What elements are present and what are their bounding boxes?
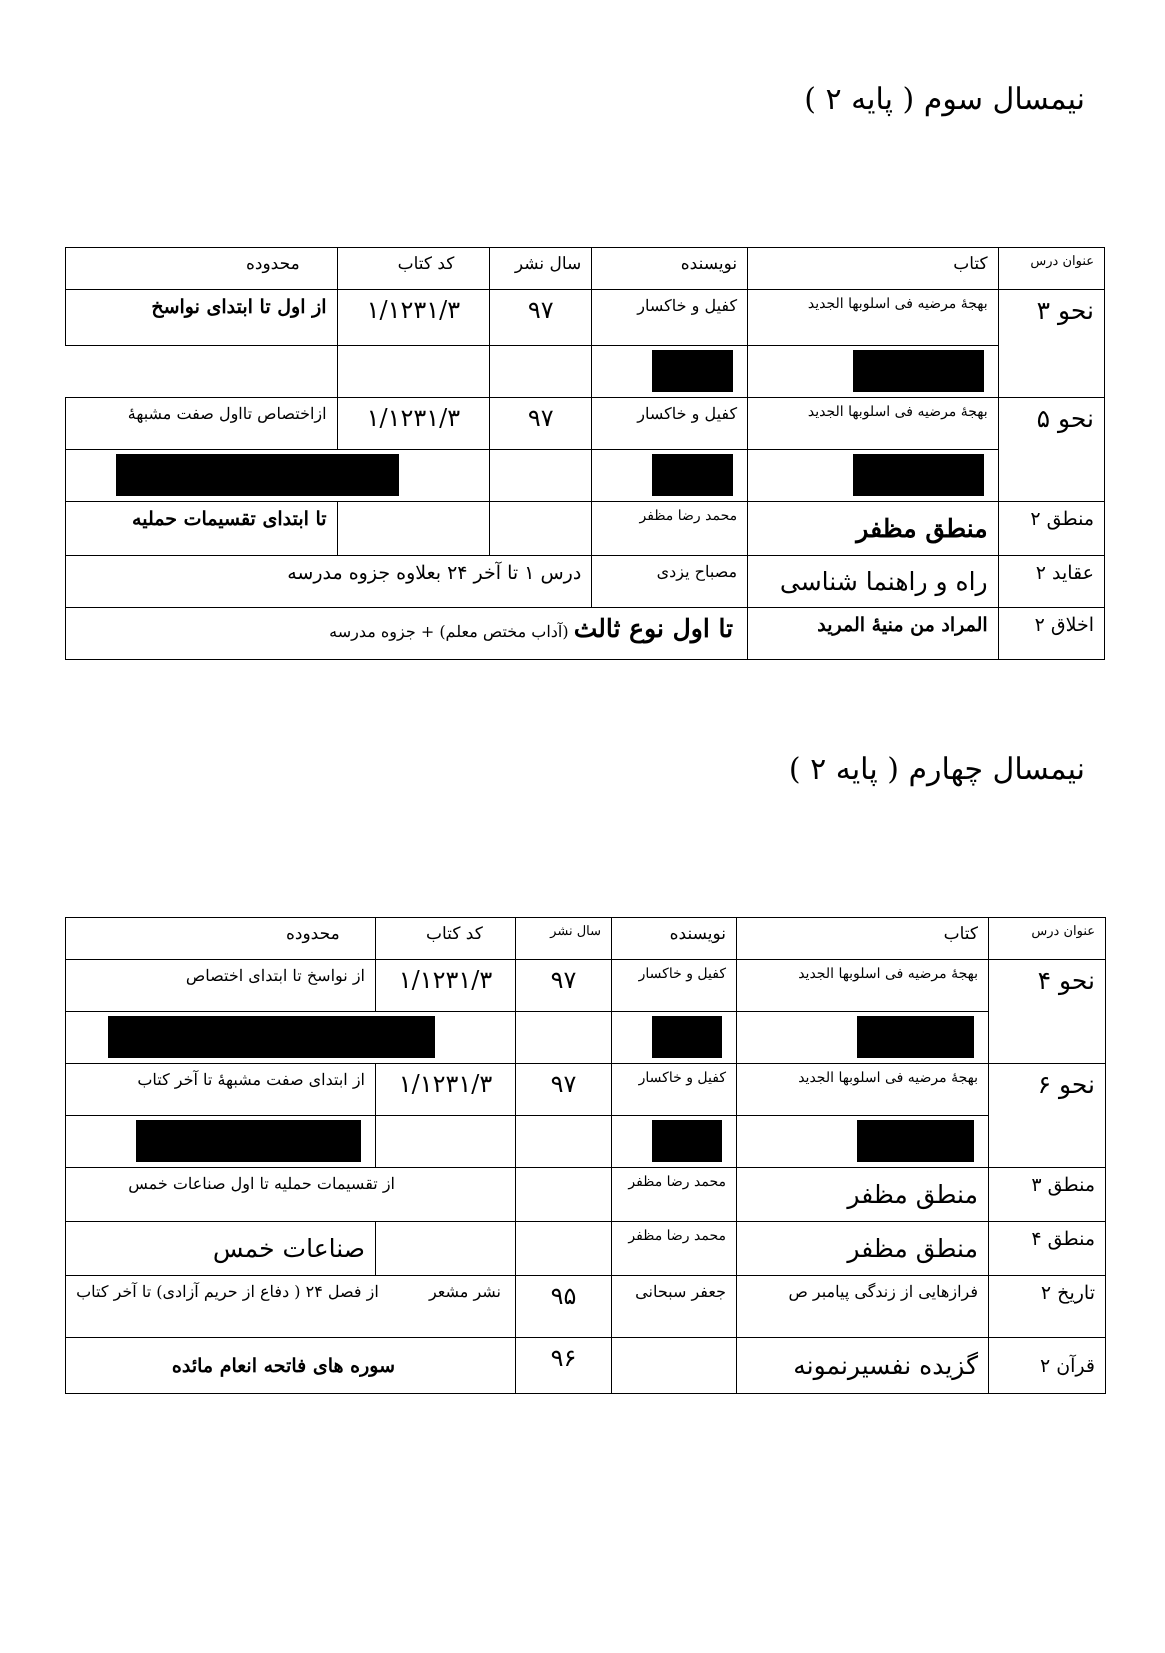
table-row bbox=[66, 1338, 1106, 1394]
range-cell: سوره های فاتحه انعام مائده bbox=[66, 1338, 516, 1394]
author-cell: کفیل و خاکسار bbox=[612, 960, 737, 1012]
redacted-cell bbox=[66, 1012, 516, 1064]
year-cell: ۹۷ bbox=[516, 1064, 612, 1116]
author-cell: مصباح یزدی bbox=[592, 556, 748, 608]
publisher-label: نشر مشعر bbox=[428, 1282, 501, 1301]
subject-cell: تاریخ ۲ bbox=[989, 1276, 1106, 1338]
subject-cell: نحو ۴ bbox=[989, 960, 1106, 1064]
book-cell: منطق مظفر bbox=[737, 1222, 989, 1276]
range-cell: از ابتدای صفت مشبهۀ تا آخر کتاب bbox=[66, 1064, 376, 1116]
empty-cell bbox=[337, 346, 490, 398]
range-cell: از نواسخ تا ابتدای اختصاص bbox=[66, 960, 376, 1012]
range-main: تا اول نوع ثالث bbox=[573, 614, 734, 643]
book-cell: فرازهایی از زندگی پیامبر ص bbox=[737, 1276, 989, 1338]
empty-cell bbox=[376, 1222, 516, 1276]
header-code: کد کتاب bbox=[337, 248, 490, 290]
table-row bbox=[66, 1064, 1106, 1116]
book-cell: بهجۀ مرضیه فی اسلوبها الجدید bbox=[737, 960, 989, 1012]
subject-cell: نحو ۳ bbox=[998, 290, 1104, 398]
empty-cell bbox=[376, 1116, 516, 1168]
table-row bbox=[66, 398, 1105, 450]
subject-cell: نحو ۶ bbox=[989, 1064, 1106, 1168]
range-cell: از اول تا ابتدای نواسخ bbox=[66, 290, 338, 346]
range-cell: از تقسیمات حملیه تا اول صناعات خمس bbox=[66, 1168, 516, 1222]
empty-cell bbox=[490, 450, 592, 502]
year-cell: ۹۵ bbox=[516, 1276, 612, 1338]
range-cell: ازاختصاص تااول صفت مشبهۀ bbox=[66, 398, 338, 450]
year-cell: ۹۶ bbox=[516, 1338, 612, 1394]
author-cell: محمد رضا مظفر bbox=[612, 1222, 737, 1276]
subject-cell: منطق ۳ bbox=[989, 1168, 1106, 1222]
empty-cell bbox=[516, 1168, 612, 1222]
book-cell: گزیده نفسیرنمونه bbox=[737, 1338, 989, 1394]
redaction-bar bbox=[853, 454, 984, 496]
table-row bbox=[66, 960, 1106, 1012]
book-cell: منطق مظفر bbox=[737, 1168, 989, 1222]
redacted-cell bbox=[612, 1012, 737, 1064]
redaction-bar bbox=[652, 1016, 722, 1058]
redacted-cell bbox=[748, 346, 999, 398]
table-row bbox=[66, 556, 1105, 608]
header-author: نویسنده bbox=[592, 248, 748, 290]
header-code: کد کتاب bbox=[376, 918, 516, 960]
empty-cell bbox=[66, 346, 338, 398]
semester-3-table bbox=[65, 247, 1105, 660]
author-cell: جعفر سبحانی bbox=[612, 1276, 737, 1338]
header-year: سال نشر bbox=[490, 248, 592, 290]
subject-cell: قرآن ۲ bbox=[989, 1338, 1106, 1394]
redaction-bar bbox=[857, 1016, 974, 1058]
range-note: (آداب مختص معلم) + جزوه مدرسه bbox=[329, 622, 569, 641]
book-cell: المراد من منیۀ المرید bbox=[748, 608, 999, 660]
book-cell: بهجۀ مرضیه فی اسلوبها الجدید bbox=[748, 290, 999, 346]
table-header-row bbox=[66, 248, 1105, 290]
author-cell: کفیل و خاکسار bbox=[592, 290, 748, 346]
author-cell: محمد رضا مظفر bbox=[612, 1168, 737, 1222]
author-cell: محمد رضا مظفر bbox=[592, 502, 748, 556]
semester-4-table bbox=[65, 917, 1106, 1394]
redacted-cell bbox=[66, 450, 490, 502]
empty-cell bbox=[612, 1338, 737, 1394]
redaction-bar bbox=[116, 454, 399, 496]
header-author: نویسنده bbox=[612, 918, 737, 960]
redaction-bar bbox=[652, 1120, 722, 1162]
redaction-bar bbox=[652, 454, 733, 496]
table-row bbox=[66, 1168, 1106, 1222]
redacted-cell bbox=[592, 346, 748, 398]
empty-cell bbox=[337, 502, 490, 556]
subject-cell: منطق ۴ bbox=[989, 1222, 1106, 1276]
redacted-cell bbox=[737, 1012, 989, 1064]
range-text: از فصل ۲۴ ( دفاع از حریم آزادی) تا آخر کتاب bbox=[76, 1282, 379, 1301]
empty-cell bbox=[516, 1012, 612, 1064]
table-row-redacted bbox=[66, 1012, 1106, 1064]
book-cell: راه و راهنما شناسی bbox=[748, 556, 999, 608]
redacted-cell bbox=[612, 1116, 737, 1168]
table-row-redacted bbox=[66, 450, 1105, 502]
table-row-redacted bbox=[66, 1116, 1106, 1168]
table-row bbox=[66, 608, 1105, 660]
year-cell: ۹۷ bbox=[490, 398, 592, 450]
book-cell: منطق مظفر bbox=[748, 502, 999, 556]
author-cell: کفیل و خاکسار bbox=[612, 1064, 737, 1116]
empty-cell bbox=[490, 346, 592, 398]
subject-cell: منطق ۲ bbox=[998, 502, 1104, 556]
redacted-cell bbox=[737, 1116, 989, 1168]
redacted-cell bbox=[748, 450, 999, 502]
table-row bbox=[66, 1276, 1106, 1338]
table-row-redacted bbox=[66, 346, 1105, 398]
redaction-bar bbox=[857, 1120, 974, 1162]
author-cell: کفیل و خاکسار bbox=[592, 398, 748, 450]
range-cell: درس ۱ تا آخر ۲۴ بعلاوه جزوه مدرسه bbox=[66, 556, 592, 608]
table-header-row bbox=[66, 918, 1106, 960]
range-cell: تا ابتدای تقسیمات حملیه bbox=[66, 502, 338, 556]
redaction-bar bbox=[136, 1120, 361, 1162]
table-row bbox=[66, 502, 1105, 556]
header-subject: عنوان درس bbox=[998, 248, 1104, 290]
table-row bbox=[66, 1222, 1106, 1276]
header-book: کتاب bbox=[748, 248, 999, 290]
empty-cell bbox=[516, 1116, 612, 1168]
table-row bbox=[66, 290, 1105, 346]
code-cell: ۱/۱۲۳۱/۳ bbox=[376, 1064, 516, 1116]
subject-cell: نحو ۵ bbox=[998, 398, 1104, 502]
range-cell bbox=[66, 608, 748, 660]
header-range: محدوده bbox=[66, 248, 338, 290]
redacted-cell bbox=[66, 1116, 376, 1168]
code-cell: ۱/۱۲۳۱/۳ bbox=[376, 960, 516, 1012]
range-cell: صناعات خمس bbox=[66, 1222, 376, 1276]
redaction-bar bbox=[108, 1016, 435, 1058]
book-cell: بهجۀ مرضیه فی اسلوبها الجدید bbox=[737, 1064, 989, 1116]
semester-3-title: نیمسال سوم ( پایه ۲ ) bbox=[804, 82, 1085, 117]
code-cell: ۱/۱۲۳۱/۳ bbox=[337, 398, 490, 450]
empty-cell bbox=[490, 502, 592, 556]
header-year: سال نشر bbox=[516, 918, 612, 960]
range-cell bbox=[66, 1276, 516, 1338]
redaction-bar bbox=[853, 350, 984, 392]
code-cell: ۱/۱۲۳۱/۳ bbox=[337, 290, 490, 346]
empty-cell bbox=[516, 1222, 612, 1276]
header-book: کتاب bbox=[737, 918, 989, 960]
header-range: محدوده bbox=[66, 918, 376, 960]
subject-cell: عقاید ۲ bbox=[998, 556, 1104, 608]
subject-cell: اخلاق ۲ bbox=[998, 608, 1104, 660]
header-subject: عنوان درس bbox=[989, 918, 1106, 960]
redaction-bar bbox=[652, 350, 733, 392]
year-cell: ۹۷ bbox=[516, 960, 612, 1012]
book-cell: بهجۀ مرضیه فی اسلوبها الجدید bbox=[748, 398, 999, 450]
semester-4-title: نیمسال چهارم ( پایه ۲ ) bbox=[788, 752, 1085, 787]
year-cell: ۹۷ bbox=[490, 290, 592, 346]
redacted-cell bbox=[592, 450, 748, 502]
